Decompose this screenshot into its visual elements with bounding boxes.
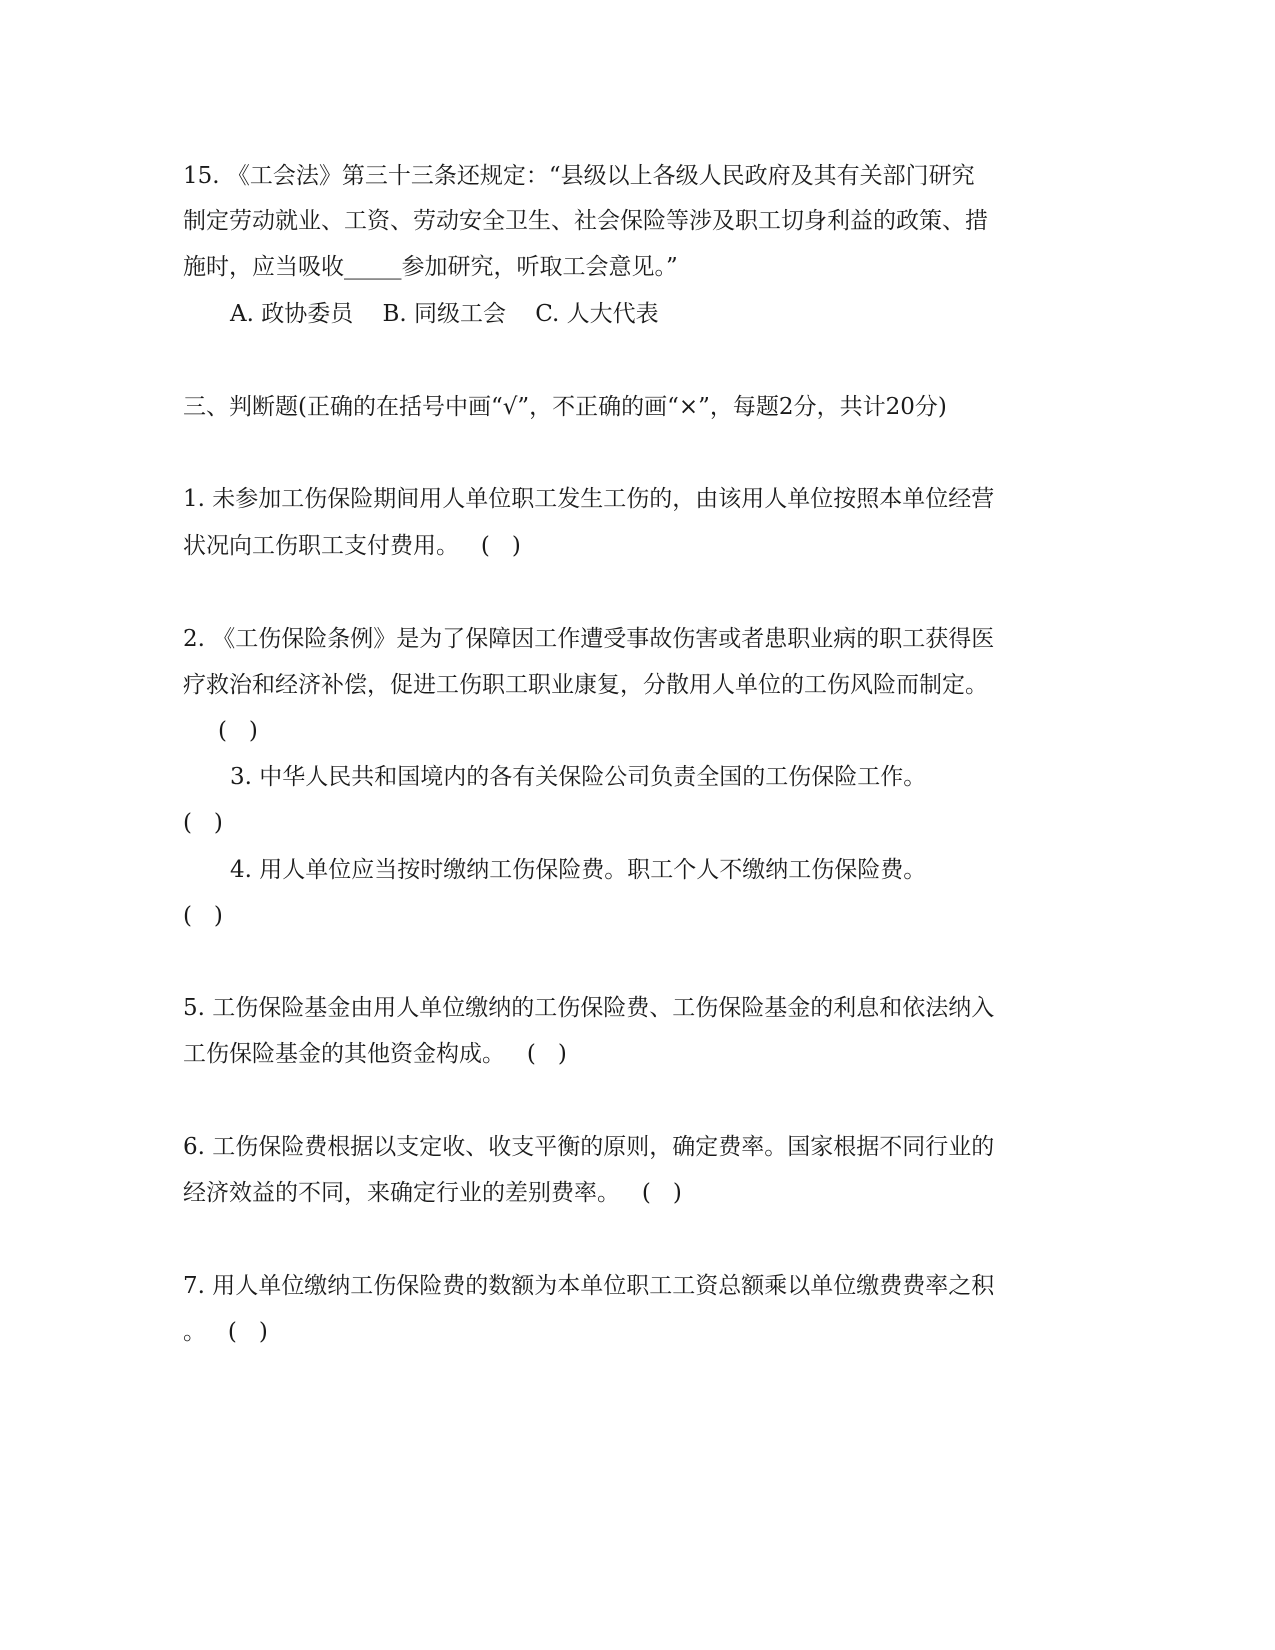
item-5-line-2: 工伤保险基金的其他资金构成。 ( ) [183,1041,567,1067]
item-1-line-2: 状况向工伤职工支付费用。 ( ) [183,533,521,559]
item-7-line-2: 。 ( ) [183,1319,268,1345]
q15-options: A. 政协委员 B. 同级工会 C. 人大代表 [230,301,659,327]
item-4-line-2: ( ) [183,903,223,929]
item-4-line-1: 4. 用人单位应当按时缴纳工伤保险费。职工个人不缴纳工伤保险费。 [230,857,927,883]
item-3-line-2: ( ) [183,810,223,836]
item-1-line-1: 1. 未参加工伤保险期间用人单位职工发生工伤的，由该用人单位按照本单位经营 [183,486,995,512]
item-2-line-3: ( ) [218,718,258,744]
section-heading: 三、判断题(正确的在括号中画“√”，不正确的画“×”，每题2分，共计20分) [183,394,947,420]
item-7-line-1: 7. 用人单位缴纳工伤保险费的数额为本单位职工工资总额乘以单位缴费费率之积 [183,1273,995,1299]
q15-line-2: 制定劳动就业、工资、劳动安全卫生、社会保险等涉及职工切身利益的政策、措 [183,208,988,234]
item-5-line-1: 5. 工伤保险基金由用人单位缴纳的工伤保险费、工伤保险基金的利息和依法纳入 [183,995,995,1021]
item-6-line-1: 6. 工伤保险费根据以支定收、收支平衡的原则，确定费率。国家根据不同行业的 [183,1134,995,1160]
item-6-line-2: 经济效益的不同，来确定行业的差别费率。 ( ) [183,1180,682,1206]
item-3-line-1: 3. 中华人民共和国境内的各有关保险公司负责全国的工伤保险工作。 [230,764,927,790]
q15-line-3: 施时，应当吸收_____参加研究，听取工会意见。” [183,254,678,280]
item-2-line-1: 2. 《工伤保险条例》是为了保障因工作遭受事故伤害或者患职业病的职工获得医 [183,626,995,652]
q15-line-1: 15. 《工会法》第三十三条还规定：“县级以上各级人民政府及其有关部门研究 [183,163,975,189]
item-2-line-2: 疗救治和经济补偿，促进工伤职工职业康复，分散用人单位的工伤风险而制定。 [183,672,988,698]
